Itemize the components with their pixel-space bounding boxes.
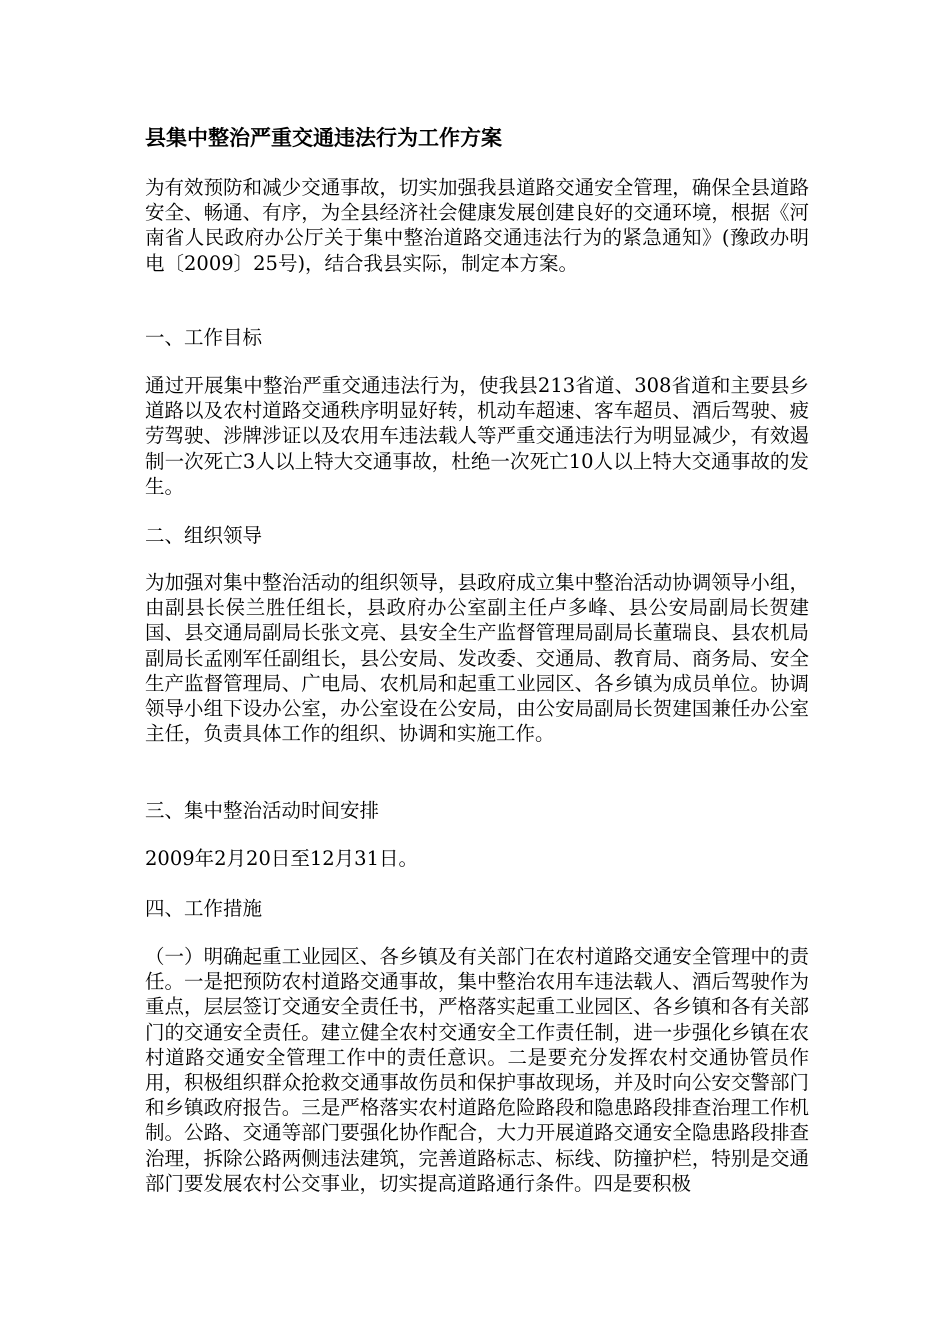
document-title: 县集中整治严重交通违法行为工作方案: [145, 125, 502, 150]
section-heading-goals: 一、工作目标: [145, 326, 263, 349]
section-body-schedule: 2009年2月20日至12月31日。: [145, 847, 418, 870]
section-body-measures: （一）明确起重工业园区、各乡镇及有关部门在农村道路交通安全管理中的责任。一是把预防农村道路交通事故，集中整治农用车违法载人、酒后驾驶作为重点，层层签订交通安全责任书，严格落实起重工业园区、各乡镇和各有关部门的交通安全责任。建立健全农村交通安全工作责任制，进一步强化乡镇在农村道路交通安全管理工作中的责任意识。二是要充分发挥农村交通协管员作用，积极组织群众抢救交通事故伤员和保护事故现场，并及时向公安交警部门和乡镇政府报告。三是严格落实农村道路危险路段和隐患路段排查治理工作机制。公路、交通等部门要强化协作配合，大力开展道路交通安全隐患路段排查治理，拆除公路两侧违法建筑，完善道路标志、标线、防撞护栏，特别是交通部门要发展农村公交事业，切实提高道路通行条件。四是要积极: [145, 945, 809, 1195]
section-body-leadership: 为加强对集中整治活动的组织领导，县政府成立集中整治活动协调领导小组，由副县长侯兰胜任组长，县政府办公室副主任卢多峰、县公安局副局长贺建国、县交通局副局长张文亮、县安全生产监督管理局副局长董瑞良、县农机局副局长孟刚军任副组长，县公安局、发改委、交通局、教育局、商务局、安全生产监督管理局、广电局、农机局和起重工业园区、各乡镇为成员单位。协调领导小组下设办公室，办公室设在公安局，由公安局副局长贺建国兼任办公室主任，负责具体工作的组织、协调和实施工作。: [145, 571, 809, 746]
section-heading-measures: 四、工作措施: [145, 897, 263, 920]
section-heading-schedule: 三、集中整治活动时间安排: [145, 799, 380, 822]
section-body-goals: 通过开展集中整治严重交通违法行为，使我县213省道、308省道和主要县乡道路以及农村道路交通秩序明显好转，机动车超速、客车超员、酒后驾驶、疲劳驾驶、涉牌涉证以及农用车违法载人等严重交通违法行为明显减少，有效遏制一次死亡3人以上特大交通事故，杜绝一次死亡10人以上特大交通事故的发生。: [145, 374, 809, 498]
section-heading-leadership: 二、组织领导: [145, 524, 263, 547]
intro-paragraph: 为有效预防和减少交通事故，切实加强我县道路交通安全管理，确保全县道路安全、畅通、有序，为全县经济社会健康发展创建良好的交通环境，根据《河南省人民政府办公厅关于集中整治道路交通违法行为的紧急通知》(豫政办明电〔2009〕25号)，结合我县实际，制定本方案。: [145, 176, 809, 275]
